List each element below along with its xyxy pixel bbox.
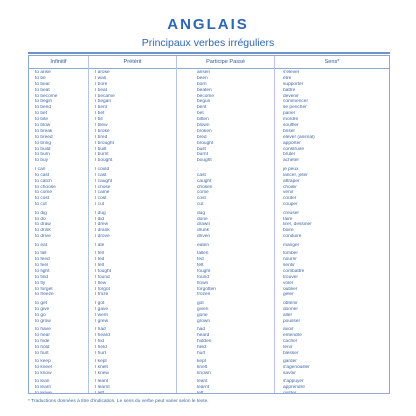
- infinitive-cell: to bend: [35, 105, 52, 111]
- infinitive-cell: to drive: [35, 234, 51, 240]
- past-participle-cell: cut: [197, 202, 204, 208]
- infinitive-cell: to fight: [35, 268, 50, 274]
- preterite-cell: I beat: [95, 87, 108, 93]
- meaning-cell: acheter: [283, 158, 299, 164]
- column-meaning: [275, 68, 389, 393]
- past-participle-cell: bent: [197, 105, 207, 111]
- past-participle-cell: bought: [197, 158, 212, 164]
- meaning-cell: commencer: [283, 99, 309, 105]
- past-participle-cell: begun: [197, 99, 211, 105]
- meaning-cell: avoir: [283, 327, 294, 333]
- infinitive-cell: to burn: [35, 152, 50, 158]
- infinitive-cell: to cut: [35, 202, 47, 208]
- infinitive-cell: to know: [35, 370, 52, 376]
- meaning-cell: attraper: [283, 178, 300, 184]
- infinitive-cell: to get: [35, 300, 48, 306]
- past-participle-cell: come: [197, 190, 209, 196]
- past-participle-cell: known: [197, 370, 211, 376]
- past-participle-cell: arisen: [197, 70, 211, 75]
- preterite-cell: I knew: [95, 370, 109, 376]
- meaning-cell: parier: [283, 111, 296, 117]
- past-participle-cell: dug: [197, 210, 206, 216]
- past-participle-cell: bitten: [197, 117, 209, 123]
- infinitive-cell: to cast: [35, 172, 50, 178]
- past-participle-cell: frozen: [197, 292, 211, 298]
- column-header-preterite: Prétérit: [89, 56, 177, 68]
- infinitive-cell: to hide: [35, 338, 50, 344]
- preterite-cell: I heard: [95, 332, 110, 338]
- table-body: [29, 68, 389, 393]
- infinitive-cell: to eat: [35, 242, 48, 248]
- meaning-cell: geler: [283, 292, 294, 298]
- past-participle-cell: beaten: [197, 87, 212, 93]
- meaning-cell: obtenir: [283, 300, 298, 306]
- infinitive-cell: [29, 391, 88, 393]
- past-participle-cell: fed: [197, 257, 204, 263]
- meaning-cell: manger: [283, 242, 300, 248]
- page-title: ANGLAIS: [167, 16, 249, 33]
- meaning-cell: venir: [283, 190, 294, 196]
- past-participle-cell: drawn: [197, 222, 211, 228]
- meaning-cell: trouver: [283, 274, 298, 280]
- infinitive-cell: to go: [35, 312, 46, 318]
- preterite-cell: I held: [95, 344, 107, 350]
- preterite-cell: I hid: [95, 338, 105, 344]
- meaning-cell: sentir: [283, 262, 295, 268]
- preterite-cell: I burnt: [95, 152, 109, 158]
- meaning-cell: coûter: [283, 196, 297, 202]
- meaning-cell: aller: [283, 312, 293, 318]
- infinitive-cell: to keep: [35, 359, 51, 365]
- meaning-cell: se pencher: [283, 105, 307, 111]
- past-participle-cell: born: [197, 81, 207, 87]
- infinitive-cell: to give: [35, 306, 50, 312]
- preterite-cell: I froze: [95, 292, 109, 298]
- preterite-cell: I broke: [95, 128, 110, 134]
- meaning-cell: garder: [283, 359, 297, 365]
- meaning-cell: creuser: [283, 210, 299, 216]
- past-participle-cell: knelt: [197, 365, 208, 371]
- meaning-cell: faire: [283, 216, 293, 222]
- verbs-table: [28, 55, 390, 394]
- past-participle-cell: held: [197, 344, 207, 350]
- infinitive-cell: I can: [35, 166, 46, 172]
- past-participle-cell: fallen: [197, 251, 209, 257]
- preterite-cell: I had: [95, 327, 106, 333]
- past-participle-cell: gone: [197, 312, 208, 318]
- page-subtitle: Principaux verbes irréguliers: [141, 37, 275, 49]
- column-past-participle: [177, 68, 275, 393]
- preterite-cell: I found: [95, 274, 110, 280]
- preterite-cell: I got: [95, 300, 105, 306]
- past-participle-cell: burnt: [197, 152, 208, 158]
- infinitive-cell: to do: [35, 216, 46, 222]
- past-participle-cell: given: [197, 306, 209, 312]
- column-header-infinitive: Infinitif: [29, 56, 89, 68]
- infinitive-cell: to begin: [35, 99, 53, 105]
- past-participle-cell: eaten: [197, 242, 210, 248]
- past-participle-cell: built: [197, 146, 206, 152]
- meaning-cell: savoir: [283, 370, 296, 376]
- past-participle-cell: heard: [197, 332, 210, 338]
- column-header-meaning: Sens*: [324, 59, 340, 65]
- infinitive-cell: to feel: [35, 262, 49, 268]
- preterite-cell: I bore: [95, 81, 108, 87]
- infinitive-cell: to choose: [35, 184, 56, 190]
- footnote: * Traductions données à titre d'indication. Le sens du verbe peut varier selon le texte.: [28, 399, 209, 404]
- meaning-cell: pousser: [283, 318, 301, 324]
- infinitive-cell: to draw: [35, 222, 51, 228]
- past-participle-cell: found: [197, 274, 210, 280]
- past-participle-cell: learnt: [197, 385, 209, 391]
- preterite-cell: I kept: [95, 359, 107, 365]
- infinitive-cell: to dig: [35, 210, 47, 216]
- preterite-cell: [89, 391, 176, 393]
- infinitive-cell: to fly: [35, 280, 46, 286]
- infinitive-cell: to learn: [35, 385, 51, 391]
- past-participle-cell: hidden: [197, 338, 212, 344]
- preterite-cell: I caught: [95, 178, 113, 184]
- past-participle-cell: had: [197, 327, 206, 333]
- infinitive-cell: to hold: [35, 344, 50, 350]
- infinitive-cell: to bet: [35, 111, 48, 117]
- infinitive-cell: to bite: [35, 117, 49, 123]
- past-participle-cell: fought: [197, 268, 211, 274]
- meaning-cell: apporter: [283, 140, 301, 146]
- infinitive-cell: to grow: [35, 318, 51, 324]
- past-participle-cell: kept: [197, 359, 207, 365]
- infinitive-cell: to lean: [35, 379, 50, 385]
- meaning-cell: boire: [283, 228, 294, 234]
- meaning-cell: apprendre: [283, 385, 305, 391]
- preterite-cell: I forgot: [95, 286, 110, 292]
- infinitive-cell: to find: [35, 274, 49, 280]
- meaning-cell: combattre: [283, 268, 305, 274]
- infinitive-cell: to become: [35, 93, 58, 99]
- preterite-cell: I leant: [95, 379, 109, 385]
- column-infinitive: [29, 68, 89, 393]
- preterite-cell: I came: [95, 190, 110, 196]
- infinitive-cell: to freeze: [35, 292, 54, 298]
- infinitive-cell: to hurt: [35, 350, 49, 356]
- infinitive-cell: to hear: [35, 332, 50, 338]
- preterite-cell: I bit: [95, 117, 103, 123]
- preterite-cell: I fed: [95, 257, 105, 263]
- preterite-cell: I flew: [95, 280, 107, 286]
- meaning-cell: tirer, dessiner: [283, 222, 312, 228]
- infinitive-cell: to come: [35, 190, 53, 196]
- infinitive-cell: to breed: [35, 134, 53, 140]
- infinitive-cell: to buy: [35, 158, 49, 164]
- preterite-cell: I built: [95, 146, 107, 152]
- infinitive-cell: to bring: [35, 140, 51, 146]
- infinitive-cell: to arise: [35, 70, 51, 75]
- preterite-cell: I drove: [95, 234, 110, 240]
- meaning-cell: choisir: [283, 184, 297, 190]
- infinitive-cell: to build: [35, 146, 51, 152]
- meaning-cell: couper: [283, 202, 298, 208]
- meaning-cell: donner: [283, 306, 298, 312]
- meaning-cell: entendre: [283, 332, 302, 338]
- infinitive-cell: to forget: [35, 286, 53, 292]
- preterite-cell: I ate: [95, 242, 105, 248]
- meaning-cell: conduire: [283, 234, 302, 240]
- meaning-cell: tenir: [283, 344, 293, 350]
- meaning-cell: oublier: [283, 286, 298, 292]
- infinitive-cell: to beat: [35, 87, 50, 93]
- past-participle-cell: brought: [197, 140, 214, 146]
- preterite-cell: I cost: [95, 196, 107, 202]
- infinitive-cell: to kneel: [35, 365, 52, 371]
- meaning-cell: s'agenouiller: [283, 365, 310, 371]
- infinitive-cell: to have: [35, 327, 51, 333]
- column-preterite: [89, 68, 177, 393]
- preterite-cell: I learnt: [95, 385, 110, 391]
- meaning-cell: construire: [283, 146, 305, 152]
- preterite-cell: I felt: [95, 262, 105, 268]
- meaning-cell: [275, 391, 389, 393]
- past-participle-cell: got: [197, 300, 204, 306]
- preterite-cell: I hurt: [95, 350, 106, 356]
- preterite-cell: I fought: [95, 268, 112, 274]
- preterite-cell: I bet: [95, 111, 105, 117]
- preterite-cell: I cast: [95, 172, 107, 178]
- meaning-cell: mordre: [283, 117, 299, 123]
- past-participle-cell: driven: [197, 234, 211, 240]
- preterite-cell: I bent: [95, 105, 108, 111]
- preterite-cell: I brought: [95, 140, 114, 146]
- meaning-cell: s'appuyer: [283, 379, 304, 385]
- meaning-cell: briser: [283, 128, 295, 134]
- meaning-cell: devenir: [283, 93, 299, 99]
- past-participle-cell: hurt: [197, 350, 206, 356]
- infinitive-cell: to be: [35, 75, 46, 81]
- infinitive-cell: to drink: [35, 228, 51, 234]
- past-participle-cell: flown: [197, 280, 209, 286]
- past-participle-cell: chosen: [197, 184, 213, 190]
- past-participle-cell: forgotten: [197, 286, 216, 292]
- past-participle-cell: leant: [197, 379, 208, 385]
- preterite-cell: I bred: [95, 134, 108, 140]
- past-participle-cell: drunk: [197, 228, 209, 234]
- past-participle-cell: felt: [197, 262, 204, 268]
- infinitive-cell: to blow: [35, 123, 51, 129]
- past-participle-cell: broken: [197, 128, 212, 134]
- preterite-cell: I grew: [95, 318, 109, 324]
- preterite-cell: I gave: [95, 306, 109, 312]
- preterite-cell: I could: [95, 166, 110, 172]
- past-participle-cell: caught: [197, 178, 212, 184]
- meaning-cell: tomber: [283, 251, 298, 257]
- preterite-cell: I fell: [95, 251, 104, 257]
- past-participle-cell: grown: [197, 318, 211, 324]
- infinitive-cell: to fall: [35, 251, 47, 257]
- meaning-cell: voler: [283, 280, 294, 286]
- title-underline: [28, 52, 390, 54]
- meaning-cell: supporter: [283, 81, 304, 87]
- infinitive-cell: to feed: [35, 257, 50, 263]
- preterite-cell: I was: [95, 75, 107, 81]
- past-participle-cell: cast: [197, 172, 206, 178]
- preterite-cell: I arose: [95, 70, 110, 75]
- preterite-cell: I dug: [95, 210, 106, 216]
- infinitive-cell: to cost: [35, 196, 50, 202]
- meaning-cell: nourrir: [283, 257, 297, 263]
- infinitive-cell: to catch: [35, 178, 52, 184]
- preterite-cell: I chose: [95, 184, 111, 190]
- preterite-cell: I bought: [95, 158, 113, 164]
- meaning-cell: blesser: [283, 350, 299, 356]
- preterite-cell: I began: [95, 99, 112, 105]
- preterite-cell: I drank: [95, 228, 110, 234]
- meaning-cell: élever (animal): [283, 134, 315, 140]
- past-participle-cell: [177, 391, 274, 393]
- preterite-cell: I blew: [95, 123, 108, 129]
- meaning-cell: s'élever: [283, 70, 300, 75]
- preterite-cell: I cut: [95, 202, 105, 208]
- preterite-cell: I became: [95, 93, 115, 99]
- past-participle-cell: been: [197, 75, 208, 81]
- infinitive-cell: to bear: [35, 81, 50, 87]
- meaning-cell: cacher: [283, 338, 298, 344]
- past-participle-cell: bet: [197, 111, 204, 117]
- preterite-cell: I did: [95, 216, 105, 222]
- column-header-past-participle: Participe Passé: [177, 56, 275, 68]
- past-participle-cell: done: [197, 216, 208, 222]
- preterite-cell: I knelt: [95, 365, 108, 371]
- past-participle-cell: cost: [197, 196, 206, 202]
- meaning-cell: brûler: [283, 152, 296, 158]
- past-participle-cell: bred: [197, 134, 207, 140]
- meaning-cell: battre: [283, 87, 296, 93]
- meaning-cell: être: [283, 75, 292, 81]
- infinitive-cell: to break: [35, 128, 53, 134]
- past-participle-cell: blown: [197, 123, 210, 129]
- meaning-cell: lancer, jeter: [283, 172, 308, 178]
- meaning-cell: je peux: [283, 166, 299, 172]
- meaning-cell: souffler: [283, 123, 299, 129]
- preterite-cell: I went: [95, 312, 108, 318]
- preterite-cell: I drew: [95, 222, 109, 228]
- past-participle-cell: become: [197, 93, 215, 99]
